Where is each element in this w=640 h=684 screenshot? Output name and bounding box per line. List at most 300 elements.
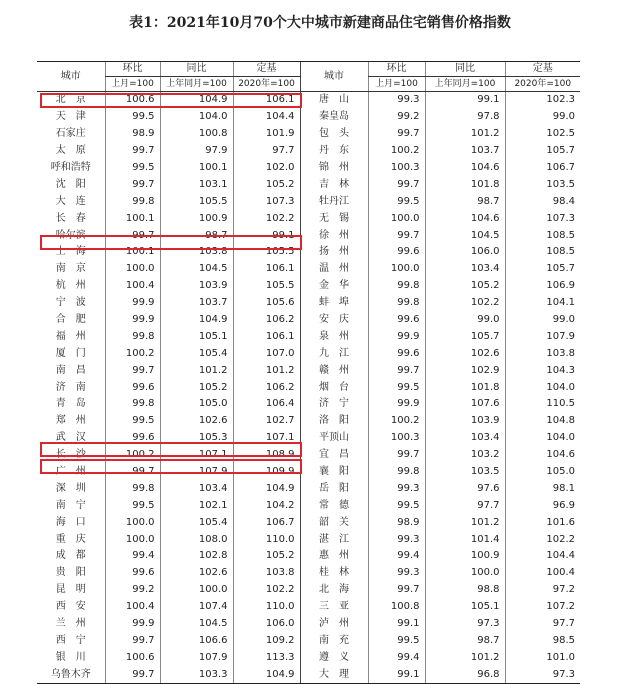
left-city-cell: 西 安 xyxy=(55,601,86,613)
table-row xyxy=(37,582,580,599)
table-row xyxy=(37,109,580,126)
header-fixed-right: 定基 xyxy=(505,62,580,77)
left-mom-cell: 99.2 xyxy=(105,582,160,599)
right-city-cell: 扬 州 xyxy=(300,244,368,261)
left-fixed-cell: 102.2 xyxy=(233,210,300,227)
right-city-cell: 九 江 xyxy=(300,345,368,362)
table-row xyxy=(37,413,580,430)
right-mom-cell: 99.8 xyxy=(368,464,425,481)
left-mom-cell: 99.8 xyxy=(105,328,160,345)
table-row xyxy=(37,244,580,261)
left-city-cell: 宁 波 xyxy=(55,297,86,309)
left-yoy-cell: 104.5 xyxy=(160,261,233,278)
left-yoy-cell: 100.1 xyxy=(160,160,233,177)
right-mom-cell: 99.3 xyxy=(368,531,425,548)
left-fixed-cell: 104.9 xyxy=(233,480,300,497)
right-yoy-cell: 105.2 xyxy=(425,278,505,295)
right-mom-cell: 99.7 xyxy=(368,362,425,379)
left-yoy-cell: 101.2 xyxy=(160,362,233,379)
left-yoy-cell: 104.9 xyxy=(160,312,233,329)
right-yoy-cell: 105.7 xyxy=(425,328,505,345)
left-yoy-cell: 100.0 xyxy=(160,582,233,599)
right-yoy-cell: 99.0 xyxy=(425,312,505,329)
left-yoy-cell: 97.9 xyxy=(160,143,233,160)
header-yoy-left: 同比 xyxy=(160,62,233,77)
right-yoy-cell: 100.0 xyxy=(425,565,505,582)
table-row xyxy=(37,261,580,278)
table-row xyxy=(37,312,580,329)
left-yoy-cell: 106.6 xyxy=(160,633,233,650)
left-yoy-cell: 108.0 xyxy=(160,531,233,548)
left-fixed-cell: 106.1 xyxy=(233,92,300,109)
right-fixed-cell: 100.4 xyxy=(505,565,580,582)
left-mom-cell: 99.7 xyxy=(105,633,160,650)
table-row xyxy=(37,447,580,464)
right-fixed-cell: 108.5 xyxy=(505,244,580,261)
header-fixed-base-left: 2020年=100 xyxy=(233,77,300,92)
left-yoy-cell: 105.1 xyxy=(160,328,233,345)
left-fixed-cell: 97.7 xyxy=(233,143,300,160)
left-fixed-cell: 104.9 xyxy=(233,666,300,683)
left-mom-cell: 99.8 xyxy=(105,396,160,413)
left-mom-cell: 100.0 xyxy=(105,261,160,278)
right-yoy-cell: 98.7 xyxy=(425,193,505,210)
table-row xyxy=(37,362,580,379)
left-city-cell: 武 汉 xyxy=(55,432,86,444)
left-fixed-cell: 106.2 xyxy=(233,379,300,396)
right-yoy-cell: 96.8 xyxy=(425,666,505,683)
left-fixed-cell: 102.7 xyxy=(233,413,300,430)
left-yoy-cell: 107.9 xyxy=(160,649,233,666)
left-city-cell: 天 津 xyxy=(55,111,86,123)
right-city-cell: 烟 台 xyxy=(300,379,368,396)
table-row xyxy=(37,633,580,650)
right-city-cell: 金 华 xyxy=(300,278,368,295)
left-mom-cell: 99.7 xyxy=(105,666,160,683)
left-city-cell: 成 都 xyxy=(55,550,86,562)
left-yoy-cell: 103.3 xyxy=(160,666,233,683)
table-row xyxy=(37,531,580,548)
left-yoy-cell: 105.5 xyxy=(160,193,233,210)
left-mom-cell: 99.6 xyxy=(105,379,160,396)
right-mom-cell: 99.2 xyxy=(368,109,425,126)
right-mom-cell: 100.0 xyxy=(368,261,425,278)
header-mom-base-left: 上月=100 xyxy=(105,77,160,92)
left-city-cell: 贵 阳 xyxy=(55,567,86,579)
right-mom-cell: 99.5 xyxy=(368,633,425,650)
right-city-cell: 常 德 xyxy=(300,497,368,514)
table-row xyxy=(37,514,580,531)
right-mom-cell: 99.9 xyxy=(368,328,425,345)
table-row xyxy=(37,464,580,481)
right-fixed-cell: 106.7 xyxy=(505,160,580,177)
right-yoy-cell: 106.0 xyxy=(425,244,505,261)
left-mom-cell: 99.7 xyxy=(105,227,160,244)
left-fixed-cell: 108.9 xyxy=(233,447,300,464)
left-city-cell: 广 州 xyxy=(55,466,86,478)
left-city-cell: 太 原 xyxy=(55,145,86,157)
left-yoy-cell: 105.4 xyxy=(160,514,233,531)
right-mom-cell: 99.7 xyxy=(368,582,425,599)
right-yoy-cell: 102.9 xyxy=(425,362,505,379)
left-city-cell: 乌鲁木齐 xyxy=(37,666,105,683)
table-row xyxy=(37,599,580,616)
right-yoy-cell: 107.6 xyxy=(425,396,505,413)
left-mom-cell: 99.4 xyxy=(105,548,160,565)
left-yoy-cell: 103.9 xyxy=(160,278,233,295)
left-mom-cell: 100.2 xyxy=(105,447,160,464)
left-mom-cell: 99.9 xyxy=(105,616,160,633)
left-mom-cell: 99.9 xyxy=(105,295,160,312)
table-title: 表1：2021年10月70个大中城市新建商品住宅销售价格指数 xyxy=(129,15,511,31)
right-fixed-cell: 104.1 xyxy=(505,295,580,312)
right-mom-cell: 99.7 xyxy=(368,447,425,464)
right-fixed-cell: 105.0 xyxy=(505,464,580,481)
right-fixed-cell: 110.5 xyxy=(505,396,580,413)
right-fixed-cell: 107.9 xyxy=(505,328,580,345)
right-city-cell: 泸 州 xyxy=(300,616,368,633)
left-mom-cell: 99.5 xyxy=(105,160,160,177)
table-body xyxy=(37,92,580,684)
right-yoy-cell: 103.9 xyxy=(425,413,505,430)
left-city-cell: 大 连 xyxy=(55,195,86,207)
right-fixed-cell: 105.7 xyxy=(505,143,580,160)
right-yoy-cell: 101.2 xyxy=(425,649,505,666)
right-fixed-cell: 101.0 xyxy=(505,649,580,666)
right-yoy-cell: 103.4 xyxy=(425,261,505,278)
right-mom-cell: 99.8 xyxy=(368,278,425,295)
right-fixed-cell: 102.5 xyxy=(505,126,580,143)
right-fixed-cell: 104.0 xyxy=(505,379,580,396)
right-mom-cell: 99.1 xyxy=(368,666,425,683)
left-fixed-cell: 101.9 xyxy=(233,126,300,143)
right-fixed-cell: 103.5 xyxy=(505,176,580,193)
right-yoy-cell: 97.8 xyxy=(425,109,505,126)
left-fixed-cell: 107.3 xyxy=(233,193,300,210)
right-mom-cell: 99.5 xyxy=(368,193,425,210)
left-city-cell: 沈 阳 xyxy=(55,178,86,190)
left-mom-cell: 100.4 xyxy=(105,278,160,295)
table-row xyxy=(37,92,580,109)
right-mom-cell: 100.2 xyxy=(368,143,425,160)
left-mom-cell: 100.6 xyxy=(105,649,160,666)
left-fixed-cell: 106.7 xyxy=(233,514,300,531)
left-city-cell: 重 庆 xyxy=(55,533,86,545)
table-row xyxy=(37,295,580,312)
left-city-cell: 青 岛 xyxy=(55,398,86,410)
header-mom-left: 环比 xyxy=(105,62,160,77)
left-mom-cell: 99.5 xyxy=(105,413,160,430)
right-city-cell: 桂 林 xyxy=(300,565,368,582)
left-mom-cell: 99.7 xyxy=(105,464,160,481)
right-mom-cell: 99.5 xyxy=(368,379,425,396)
right-yoy-cell: 103.7 xyxy=(425,143,505,160)
table-row xyxy=(37,548,580,565)
right-mom-cell: 99.3 xyxy=(368,92,425,109)
left-mom-cell: 99.6 xyxy=(105,430,160,447)
right-yoy-cell: 101.2 xyxy=(425,126,505,143)
right-fixed-cell: 104.0 xyxy=(505,430,580,447)
left-city-cell: 海 口 xyxy=(55,516,86,528)
right-fixed-cell: 104.8 xyxy=(505,413,580,430)
right-yoy-cell: 101.8 xyxy=(425,176,505,193)
table-row xyxy=(37,227,580,244)
left-fixed-cell: 99.1 xyxy=(233,227,300,244)
right-fixed-cell: 106.9 xyxy=(505,278,580,295)
right-city-cell: 无 锡 xyxy=(300,210,368,227)
right-city-cell: 吉 林 xyxy=(300,176,368,193)
left-mom-cell: 100.1 xyxy=(105,210,160,227)
table-row xyxy=(37,193,580,210)
left-city-cell: 哈尔滨 xyxy=(55,229,86,241)
right-mom-cell: 99.3 xyxy=(368,480,425,497)
left-fixed-cell: 110.0 xyxy=(233,531,300,548)
right-mom-cell: 99.9 xyxy=(368,396,425,413)
right-fixed-cell: 97.7 xyxy=(505,616,580,633)
left-city-cell: 上 海 xyxy=(55,246,86,258)
right-city-cell: 湛 江 xyxy=(300,531,368,548)
right-mom-cell: 99.8 xyxy=(368,295,425,312)
right-yoy-cell: 102.2 xyxy=(425,295,505,312)
table-row xyxy=(37,396,580,413)
left-fixed-cell: 113.3 xyxy=(233,649,300,666)
left-mom-cell: 99.5 xyxy=(105,109,160,126)
right-yoy-cell: 101.2 xyxy=(425,514,505,531)
left-fixed-cell: 105.2 xyxy=(233,548,300,565)
left-mom-cell: 99.5 xyxy=(105,497,160,514)
right-yoy-cell: 105.1 xyxy=(425,599,505,616)
left-yoy-cell: 104.5 xyxy=(160,616,233,633)
left-yoy-cell: 98.7 xyxy=(160,227,233,244)
left-yoy-cell: 100.8 xyxy=(160,126,233,143)
left-city-cell: 呼和浩特 xyxy=(50,162,91,173)
left-yoy-cell: 103.8 xyxy=(160,244,233,261)
right-yoy-cell: 102.6 xyxy=(425,345,505,362)
left-yoy-cell: 102.6 xyxy=(160,413,233,430)
left-fixed-cell: 105.6 xyxy=(233,295,300,312)
left-city-cell: 南 昌 xyxy=(55,364,86,376)
right-mom-cell: 100.8 xyxy=(368,599,425,616)
right-mom-cell: 100.3 xyxy=(368,160,425,177)
right-city-cell: 襄 阳 xyxy=(300,464,368,481)
right-fixed-cell: 102.3 xyxy=(505,92,580,109)
price-index-table xyxy=(37,61,580,684)
left-mom-cell: 100.1 xyxy=(105,244,160,261)
table-row xyxy=(37,649,580,666)
right-city-cell: 三 亚 xyxy=(300,599,368,616)
left-fixed-cell: 105.2 xyxy=(233,176,300,193)
table-row xyxy=(37,210,580,227)
left-fixed-cell: 106.2 xyxy=(233,312,300,329)
right-fixed-cell: 104.6 xyxy=(505,447,580,464)
left-city-cell: 南 宁 xyxy=(55,499,86,511)
left-mom-cell: 99.8 xyxy=(105,480,160,497)
right-yoy-cell: 98.7 xyxy=(425,633,505,650)
table-row xyxy=(37,176,580,193)
left-city-cell: 深 圳 xyxy=(55,482,86,494)
header-mom-base-right: 上月=100 xyxy=(368,77,425,92)
left-yoy-cell: 103.1 xyxy=(160,176,233,193)
header-city-right: 城市 xyxy=(300,62,368,92)
right-city-cell: 济 宁 xyxy=(300,396,368,413)
left-yoy-cell: 104.9 xyxy=(160,92,233,109)
left-mom-cell: 100.6 xyxy=(105,92,160,109)
left-yoy-cell: 102.6 xyxy=(160,565,233,582)
right-mom-cell: 99.7 xyxy=(368,227,425,244)
header-yoy-right: 同比 xyxy=(425,62,505,77)
right-mom-cell: 99.4 xyxy=(368,649,425,666)
header-fixed-left: 定基 xyxy=(233,62,300,77)
right-yoy-cell: 97.6 xyxy=(425,480,505,497)
right-city-cell: 徐 州 xyxy=(300,227,368,244)
left-yoy-cell: 107.9 xyxy=(160,464,233,481)
left-city-cell: 杭 州 xyxy=(55,280,86,292)
right-yoy-cell: 101.8 xyxy=(425,379,505,396)
right-city-cell: 平顶山 xyxy=(300,430,368,447)
left-fixed-cell: 106.0 xyxy=(233,616,300,633)
left-city-cell: 厦 门 xyxy=(55,347,86,359)
left-mom-cell: 99.8 xyxy=(105,193,160,210)
right-yoy-cell: 103.2 xyxy=(425,447,505,464)
right-fixed-cell: 97.2 xyxy=(505,582,580,599)
header-yoy-base-right: 上年同月=100 xyxy=(425,77,505,92)
table-row xyxy=(37,430,580,447)
table-row xyxy=(37,565,580,582)
table-row xyxy=(37,345,580,362)
left-mom-cell: 99.9 xyxy=(105,312,160,329)
right-fixed-cell: 108.5 xyxy=(505,227,580,244)
left-yoy-cell: 105.3 xyxy=(160,430,233,447)
right-mom-cell: 99.7 xyxy=(368,176,425,193)
right-fixed-cell: 99.0 xyxy=(505,109,580,126)
left-mom-cell: 100.4 xyxy=(105,599,160,616)
left-yoy-cell: 100.9 xyxy=(160,210,233,227)
right-city-cell: 锦 州 xyxy=(300,160,368,177)
left-city-cell: 长 沙 xyxy=(55,449,86,461)
right-city-cell: 南 充 xyxy=(300,633,368,650)
left-fixed-cell: 103.8 xyxy=(233,565,300,582)
left-mom-cell: 99.6 xyxy=(105,565,160,582)
left-mom-cell: 100.2 xyxy=(105,345,160,362)
table-row xyxy=(37,143,580,160)
right-mom-cell: 99.5 xyxy=(368,497,425,514)
right-city-cell: 大 理 xyxy=(300,666,368,683)
right-city-cell: 韶 关 xyxy=(300,514,368,531)
right-yoy-cell: 104.6 xyxy=(425,160,505,177)
right-mom-cell: 99.7 xyxy=(368,126,425,143)
right-fixed-cell: 105.7 xyxy=(505,261,580,278)
right-mom-cell: 100.2 xyxy=(368,413,425,430)
right-yoy-cell: 99.1 xyxy=(425,92,505,109)
left-yoy-cell: 102.1 xyxy=(160,497,233,514)
right-mom-cell: 99.6 xyxy=(368,312,425,329)
left-yoy-cell: 105.0 xyxy=(160,396,233,413)
right-fixed-cell: 96.9 xyxy=(505,497,580,514)
right-mom-cell: 99.6 xyxy=(368,345,425,362)
right-city-cell: 惠 州 xyxy=(300,548,368,565)
right-mom-cell: 100.3 xyxy=(368,430,425,447)
left-fixed-cell: 106.4 xyxy=(233,396,300,413)
right-yoy-cell: 103.5 xyxy=(425,464,505,481)
right-fixed-cell: 101.6 xyxy=(505,514,580,531)
right-yoy-cell: 97.3 xyxy=(425,616,505,633)
right-mom-cell: 99.4 xyxy=(368,548,425,565)
left-mom-cell: 100.0 xyxy=(105,531,160,548)
header-city-left: 城市 xyxy=(37,62,105,92)
right-city-cell: 蚌 埠 xyxy=(300,295,368,312)
right-yoy-cell: 97.7 xyxy=(425,497,505,514)
right-city-cell: 洛 阳 xyxy=(300,413,368,430)
left-fixed-cell: 104.2 xyxy=(233,497,300,514)
right-city-cell: 岳 阳 xyxy=(300,480,368,497)
right-fixed-cell: 104.4 xyxy=(505,548,580,565)
right-fixed-cell: 107.2 xyxy=(505,599,580,616)
left-fixed-cell: 105.5 xyxy=(233,278,300,295)
right-mom-cell: 98.9 xyxy=(368,514,425,531)
left-fixed-cell: 101.2 xyxy=(233,362,300,379)
left-yoy-cell: 102.8 xyxy=(160,548,233,565)
right-city-cell: 唐 山 xyxy=(300,92,368,109)
left-fixed-cell: 109.2 xyxy=(233,633,300,650)
left-mom-cell: 99.7 xyxy=(105,143,160,160)
table-row xyxy=(37,379,580,396)
left-yoy-cell: 105.2 xyxy=(160,379,233,396)
header-yoy-base-left: 上年同月=100 xyxy=(160,77,233,92)
left-city-cell: 兰 州 xyxy=(55,618,86,630)
table-row xyxy=(37,160,580,177)
left-yoy-cell: 107.1 xyxy=(160,447,233,464)
right-city-cell: 遵 义 xyxy=(300,649,368,666)
left-city-cell: 福 州 xyxy=(55,330,86,342)
right-yoy-cell: 101.4 xyxy=(425,531,505,548)
right-yoy-cell: 104.5 xyxy=(425,227,505,244)
left-fixed-cell: 107.1 xyxy=(233,430,300,447)
right-mom-cell: 100.0 xyxy=(368,210,425,227)
right-fixed-cell: 103.8 xyxy=(505,345,580,362)
right-city-cell: 温 州 xyxy=(300,261,368,278)
table-row xyxy=(37,278,580,295)
left-city-cell: 南 京 xyxy=(55,263,86,275)
right-fixed-cell: 98.4 xyxy=(505,193,580,210)
table-header xyxy=(37,62,580,92)
right-city-cell: 包 头 xyxy=(300,126,368,143)
table-row xyxy=(37,497,580,514)
left-city-cell: 郑 州 xyxy=(55,415,86,427)
header-mom-right: 环比 xyxy=(368,62,425,77)
left-city-cell: 济 南 xyxy=(55,381,86,393)
left-city-cell: 长 春 xyxy=(55,212,86,224)
right-fixed-cell: 97.3 xyxy=(505,666,580,683)
right-city-cell: 安 庆 xyxy=(300,312,368,329)
left-yoy-cell: 105.4 xyxy=(160,345,233,362)
right-city-cell: 北 海 xyxy=(300,582,368,599)
left-city-cell: 银 川 xyxy=(55,651,86,663)
left-fixed-cell: 102.2 xyxy=(233,582,300,599)
left-yoy-cell: 103.4 xyxy=(160,480,233,497)
right-fixed-cell: 98.5 xyxy=(505,633,580,650)
right-city-cell: 牡丹江 xyxy=(300,193,368,210)
left-fixed-cell: 106.1 xyxy=(233,261,300,278)
left-yoy-cell: 107.4 xyxy=(160,599,233,616)
right-city-cell: 秦皇岛 xyxy=(300,109,368,126)
left-fixed-cell: 105.5 xyxy=(233,244,300,261)
right-yoy-cell: 104.6 xyxy=(425,210,505,227)
right-mom-cell: 99.6 xyxy=(368,244,425,261)
left-fixed-cell: 110.0 xyxy=(233,599,300,616)
right-mom-cell: 99.3 xyxy=(368,565,425,582)
left-city-cell: 石家庄 xyxy=(55,128,86,140)
left-city-cell: 合 肥 xyxy=(55,314,86,326)
